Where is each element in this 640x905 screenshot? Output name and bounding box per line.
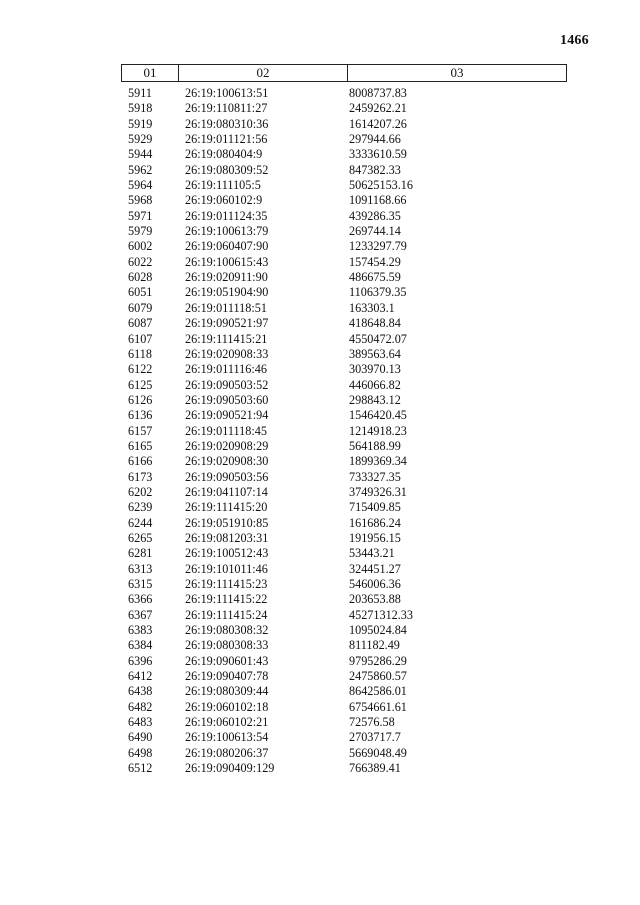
table-row [121,316,567,331]
value-cell: 45271312.33 [349,607,413,622]
table-header [121,64,567,82]
cadastral-number-cell: 26:19:111415:24 [185,607,268,622]
row-number-cell: 6173 [128,469,153,484]
table-row [121,638,567,653]
cadastral-number-cell: 26:19:011124:35 [185,208,268,223]
value-cell: 3749326.31 [349,484,407,499]
value-cell: 1106379.35 [349,285,407,300]
value-cell: 191956.15 [349,530,401,545]
cadastral-number-cell: 26:19:051904:90 [185,285,269,300]
cadastral-number-cell: 26:19:080404:9 [185,147,263,162]
row-number-cell: 5918 [128,101,153,116]
table-row [121,454,567,469]
cadastral-number-cell: 26:19:020908:29 [185,438,269,453]
table-row [121,178,567,193]
table-body [121,86,567,776]
cadastral-number-cell: 26:19:080308:33 [185,638,269,653]
cadastral-number-cell: 26:19:011121:56 [185,132,268,147]
table-row [121,255,567,270]
cadastral-number-cell: 26:19:111415:21 [185,331,268,346]
value-cell: 4550472.07 [349,331,407,346]
table-row [121,608,567,623]
table-row [121,86,567,101]
cadastral-number-cell: 26:19:111415:23 [185,577,268,591]
cadastral-number-cell: 26:19:090521:97 [185,316,269,331]
value-cell: 2703717.7 [349,730,401,745]
value-cell: 203653.88 [349,592,401,607]
cadastral-number-cell: 26:19:100512:43 [185,546,269,561]
value-cell: 8642586.01 [349,684,407,699]
row-number-cell: 6367 [128,607,153,622]
page-number: 1466 [560,33,589,48]
table-row [121,193,567,208]
table-row [121,347,567,362]
row-number-cell: 6118 [128,346,152,361]
table-row [121,362,567,377]
cadastral-number-cell: 26:19:080206:37 [185,745,269,760]
cadastral-number-cell: 26:19:100613:54 [185,730,269,745]
table-row [121,623,567,638]
table-row [121,147,567,162]
value-cell: 297944.66 [349,132,401,147]
cadastral-number-cell: 26:19:100615:43 [185,254,269,269]
value-cell: 303970.13 [349,362,401,377]
cadastral-number-cell: 26:19:101011:46 [185,561,268,576]
table-row [121,439,567,454]
table-row [121,761,567,776]
cadastral-number-cell: 26:19:020911:90 [185,270,268,285]
cadastral-number-cell: 26:19:011118:51 [185,300,267,315]
value-cell: 298843.12 [349,392,401,407]
value-cell: 9795286.29 [349,653,407,668]
row-number-cell: 6107 [128,331,153,346]
row-number-cell: 6383 [128,623,153,638]
value-cell: 161686.24 [349,515,401,530]
value-cell: 1614207.26 [349,116,407,131]
value-cell: 486675.59 [349,270,401,285]
table-row [121,424,567,439]
cadastral-number-cell: 26:19:100613:51 [185,86,269,100]
row-number-cell: 6002 [128,239,153,254]
row-number-cell: 6157 [128,423,153,438]
row-number-cell: 6438 [128,684,153,699]
value-cell: 811182.49 [349,638,400,653]
cadastral-number-cell: 26:19:060407:90 [185,239,269,254]
row-number-cell: 6202 [128,484,153,499]
table-row [121,669,567,684]
value-cell: 72576.58 [349,715,395,730]
cadastral-number-cell: 26:19:041107:14 [185,484,268,499]
value-cell: 3333610.59 [349,147,407,162]
value-cell: 5669048.49 [349,745,407,760]
table-row [121,746,567,761]
cadastral-number-cell: 26:19:111415:22 [185,592,268,607]
value-cell: 1214918.23 [349,423,407,438]
cadastral-number-cell: 26:19:020908:33 [185,346,269,361]
cadastral-number-cell: 26:19:080308:32 [185,623,269,638]
cadastral-number-cell: 26:19:090503:56 [185,469,269,484]
row-number-cell: 6087 [128,316,153,331]
row-number-cell: 6384 [128,638,153,653]
value-cell: 50625153.16 [349,178,413,193]
row-number-cell: 6166 [128,454,153,469]
cadastral-number-cell: 26:19:080309:52 [185,162,269,177]
cadastral-number-cell: 26:19:081203:31 [185,530,269,545]
table-row [121,700,567,715]
value-cell: 715409.85 [349,500,401,515]
value-cell: 766389.41 [349,761,401,776]
row-number-cell: 5944 [128,147,153,162]
row-number-cell: 5964 [128,178,153,193]
table-row [121,715,567,730]
row-number-cell: 5971 [128,208,153,223]
cadastral-number-cell: 26:19:090521:94 [185,408,269,423]
cadastral-number-cell: 26:19:110811:27 [185,101,268,116]
row-number-cell: 6412 [128,669,153,684]
column-header-03: 03 [450,65,464,80]
table-row [121,209,567,224]
value-cell: 53443.21 [349,546,395,561]
row-number-cell: 6490 [128,730,153,745]
table-row [121,730,567,745]
value-cell: 564188.99 [349,438,401,453]
row-number-cell: 6313 [128,561,153,576]
table-row [121,224,567,239]
column-header-02: 02 [179,65,348,81]
table-row [121,500,567,515]
table-row [121,592,567,607]
table-row [121,546,567,561]
table-row [121,684,567,699]
cadastral-number-cell: 26:19:080309:44 [185,684,269,699]
value-cell: 324451.27 [349,561,401,576]
value-cell: 163303.1 [349,300,395,315]
row-number-cell: 6498 [128,745,153,760]
row-number-cell: 5919 [128,116,153,131]
row-number-cell: 5929 [128,132,153,147]
table-row [121,285,567,300]
value-cell: 1546420.45 [349,408,407,423]
row-number-cell: 6396 [128,653,153,668]
table-row [121,516,567,531]
row-number-cell: 6265 [128,530,153,545]
value-cell: 2459262.21 [349,101,407,116]
table-row [121,270,567,285]
row-number-cell: 6165 [128,438,153,453]
value-cell: 2475860.57 [349,669,407,684]
cadastral-number-cell: 26:19:090503:60 [185,392,269,407]
cadastral-number-cell: 26:19:060102:18 [185,699,269,714]
row-number-cell: 6136 [128,408,153,423]
value-cell: 1233297.79 [349,239,407,254]
value-cell: 1899369.34 [349,454,407,469]
table-row [121,562,567,577]
table-row [121,485,567,500]
cadastral-number-cell: 26:19:080310:36 [185,116,269,131]
value-cell: 847382.33 [349,162,401,177]
row-number-cell: 6028 [128,270,153,285]
table-row [121,239,567,254]
value-cell: 269744.14 [349,224,401,239]
row-number-cell: 6022 [128,254,153,269]
value-cell: 389563.64 [349,346,401,361]
column-header-01: 01 [122,65,179,81]
cadastral-number-cell: 26:19:060102:9 [185,193,263,208]
cadastral-number-cell: 26:19:011116:46 [185,362,267,377]
cadastral-number-cell: 26:19:111415:20 [185,500,268,515]
cadastral-number-cell: 26:19:090409:129 [185,761,275,776]
value-cell: 446066.82 [349,377,401,392]
table-row [121,393,567,408]
value-cell: 439286.35 [349,208,401,223]
cadastral-number-cell: 26:19:020908:30 [185,454,269,469]
table-row [121,301,567,316]
cadastral-number-cell: 26:19:090503:52 [185,377,269,392]
table-row [121,408,567,423]
table-row [121,531,567,546]
row-number-cell: 6079 [128,300,153,315]
row-number-cell: 6366 [128,592,153,607]
row-number-cell: 6239 [128,500,153,515]
cadastral-number-cell: 26:19:090407:78 [185,669,269,684]
row-number-cell: 6483 [128,715,153,730]
row-number-cell: 5968 [128,193,153,208]
value-cell: 1091168.66 [349,193,407,208]
value-cell: 8008737.83 [349,86,407,100]
row-number-cell: 6244 [128,515,153,530]
cadastral-number-cell: 26:19:100613:79 [185,224,269,239]
row-number-cell: 6315 [128,577,153,591]
row-number-cell: 6281 [128,546,153,561]
table-row [121,163,567,178]
row-number-cell: 6482 [128,699,153,714]
table-row [121,470,567,485]
value-cell: 546006.36 [349,577,401,591]
cadastral-number-cell: 26:19:051910:85 [185,515,269,530]
cadastral-number-cell: 26:19:011118:45 [185,423,267,438]
table-row [121,332,567,347]
value-cell: 418648.84 [349,316,401,331]
value-cell: 6754661.61 [349,699,407,714]
table-row [121,132,567,147]
row-number-cell: 6512 [128,761,153,776]
row-number-cell: 5979 [128,224,153,239]
value-cell: 1095024.84 [349,623,407,638]
row-number-cell: 6126 [128,392,153,407]
value-cell: 733327.35 [349,469,401,484]
table-row [121,654,567,669]
row-number-cell: 6125 [128,377,153,392]
cadastral-number-cell: 26:19:060102:21 [185,715,269,730]
table-row [121,378,567,393]
row-number-cell: 5911 [128,86,152,100]
row-number-cell: 6051 [128,285,153,300]
table-row [121,117,567,132]
row-number-cell: 6122 [128,362,153,377]
cadastral-number-cell: 26:19:111105:5 [185,178,261,193]
row-number-cell: 5962 [128,162,153,177]
table-row [121,577,567,592]
cadastral-number-cell: 26:19:090601:43 [185,653,269,668]
value-cell: 157454.29 [349,254,401,269]
table-row [121,101,567,116]
